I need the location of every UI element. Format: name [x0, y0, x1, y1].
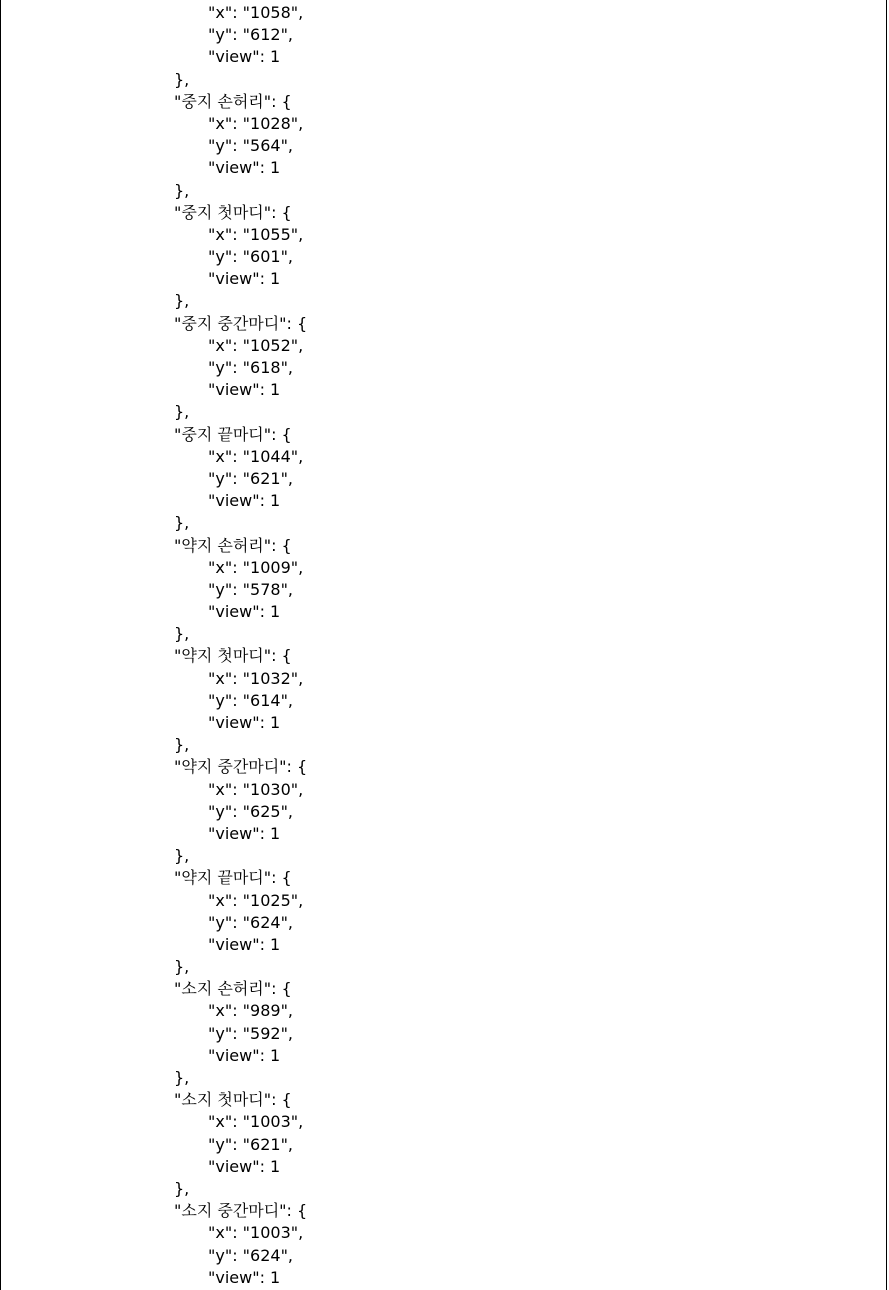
- json-line: "x": "1044",: [208, 446, 304, 466]
- json-line: "y": "621",: [208, 1134, 294, 1154]
- json-line: "view": 1: [208, 1156, 281, 1176]
- json-line: "y": "564",: [208, 136, 294, 156]
- json-line: },: [174, 513, 190, 533]
- json-line: "view": 1: [208, 269, 281, 289]
- json-line: "소지 손허리": {: [174, 979, 292, 999]
- json-line: "y": "612",: [208, 25, 294, 45]
- json-line: },: [174, 624, 190, 644]
- json-line: "약지 손허리": {: [174, 535, 292, 555]
- json-text-block: [1, 2, 886, 1289]
- json-line: },: [174, 1178, 190, 1198]
- json-line: "약지 끝마디": {: [174, 868, 292, 888]
- json-line: "x": "989",: [208, 1001, 294, 1021]
- json-line: "x": "1030",: [208, 779, 304, 799]
- json-line: "y": "578",: [208, 579, 294, 599]
- json-line: "소지 첫마디": {: [174, 1090, 292, 1110]
- json-line: "y": "618",: [208, 358, 294, 377]
- json-line: "중지 중간마디": {: [174, 313, 308, 333]
- json-line: "약지 중간마디": {: [174, 757, 308, 777]
- json-line: },: [174, 291, 190, 311]
- json-line: },: [174, 957, 190, 977]
- json-line: "y": "624",: [208, 1245, 294, 1265]
- json-line: "x": "1009",: [208, 557, 304, 577]
- json-line: "view": 1: [208, 158, 281, 178]
- json-line: "y": "625",: [208, 801, 294, 821]
- json-line: "y": "621",: [208, 468, 294, 488]
- json-line: },: [174, 846, 190, 866]
- json-line: "view": 1: [208, 1267, 281, 1287]
- json-line: "x": "1058",: [208, 3, 304, 22]
- json-line: "x": "1025",: [208, 890, 304, 910]
- json-line: "view": 1: [208, 491, 281, 511]
- json-line: "y": "614",: [208, 690, 294, 710]
- json-line: },: [174, 180, 190, 200]
- json-line: "view": 1: [208, 1045, 281, 1065]
- json-line: },: [174, 69, 190, 89]
- json-line: "view": 1: [208, 823, 281, 843]
- json-line: "x": "1003",: [208, 1223, 304, 1243]
- json-line: "x": "1028",: [208, 113, 304, 133]
- json-line: "y": "601",: [208, 247, 294, 267]
- json-line: "x": "1055",: [208, 224, 304, 244]
- json-line: "x": "1003",: [208, 1112, 304, 1132]
- json-line: "view": 1: [208, 602, 281, 622]
- json-line: "중지 첫마디": {: [174, 202, 292, 222]
- json-line: "x": "1032",: [208, 668, 304, 688]
- json-line: "소지 중간마디": {: [174, 1201, 308, 1221]
- json-line: "x": "1052",: [208, 335, 304, 355]
- json-line: "약지 첫마디": {: [174, 646, 292, 666]
- json-line: },: [174, 735, 190, 755]
- json-line: "view": 1: [208, 47, 281, 67]
- json-line: "중지 끝마디": {: [174, 424, 292, 444]
- json-line: "view": 1: [208, 713, 281, 732]
- json-line: "중지 손허리": {: [174, 91, 292, 111]
- json-line: "y": "624",: [208, 912, 294, 932]
- json-line: "view": 1: [208, 934, 281, 954]
- json-line: },: [174, 1068, 190, 1087]
- json-line: "y": "592",: [208, 1023, 294, 1043]
- json-line: "view": 1: [208, 380, 281, 400]
- json-line: },: [174, 402, 190, 422]
